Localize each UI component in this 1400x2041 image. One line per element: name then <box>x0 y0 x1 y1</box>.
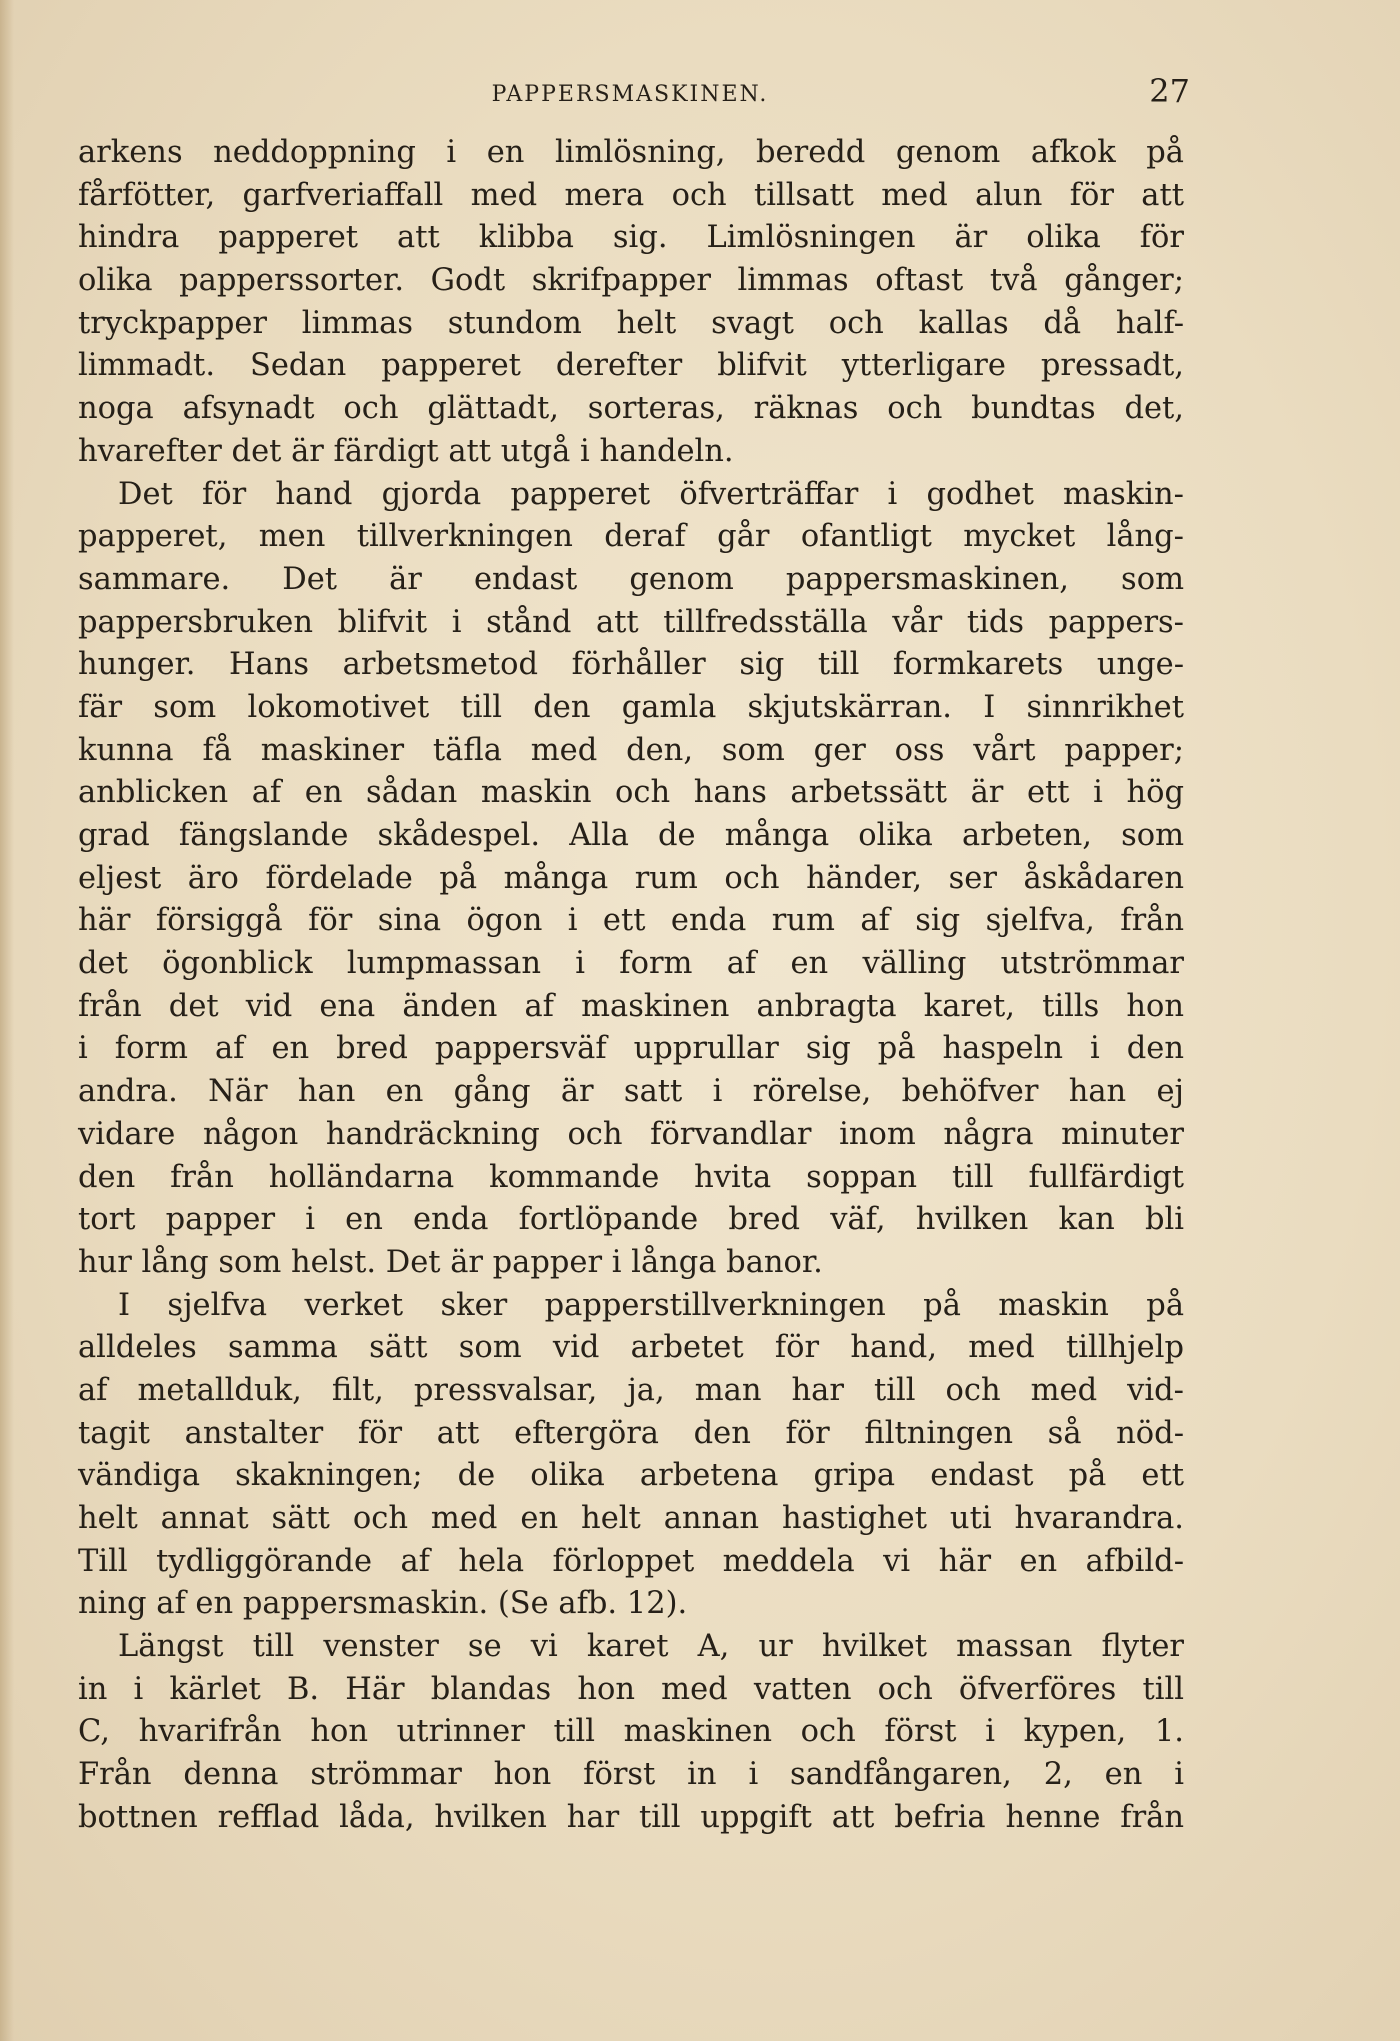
text-line: Längst till venster se vi karet A, ur hvilket massan flyter <box>118 1629 1184 1665</box>
text-line: fårfötter, garfveriaffall med mera och tillsatt med alun för att <box>78 177 1184 213</box>
text-line: den från holländarna kommande hvita soppan till fullfärdigt <box>78 1159 1184 1195</box>
text-line: pappersbruken blifvit i stånd att tillfredsställa vår tids pappers- <box>78 604 1184 640</box>
text-line: hvarefter det är färdigt att utgå i handeln. <box>78 433 734 469</box>
text-line: limmadt. Sedan papperet derefter blifvit ytterligare pressadt, <box>78 348 1184 384</box>
text-line: helt annat sätt och med en helt annan hastighet uti hvarandra. <box>78 1501 1184 1536</box>
text-line: Från denna strömmar hon först in i sandfångaren, 2, en i <box>78 1757 1184 1793</box>
text-line: grad fängslande skådespel. Alla de många olika arbeten, som <box>78 818 1184 853</box>
text-line: anblicken af en sådan maskin och hans arbetssätt är ett i hög <box>78 775 1184 811</box>
body-text <box>78 132 1184 1840</box>
text-line: kunna få maskiner täfla med den, som ger oss vårt papper; <box>78 732 1184 768</box>
text-line: från det vid ena änden af maskinen anbragta karet, tills hon <box>78 988 1184 1024</box>
text-line: hur lång som helst. Det är papper i långa banor. <box>78 1244 823 1280</box>
text-line: C, hvarifrån hon utrinner till maskinen och först i kypen, 1. <box>78 1714 1184 1750</box>
text-line: vidare någon handräckning och förvandlar inom några minuter <box>78 1116 1184 1152</box>
text-line: alldeles samma sätt som vid arbetet för hand, med tillhjelp <box>78 1330 1184 1366</box>
text-line: hindra papperet att klibba sig. Limlösningen är olika för <box>78 220 1184 256</box>
text-line: tryckpapper limmas stundom helt svagt och kallas då half- <box>78 305 1184 341</box>
text-line: eljest äro fördelade på många rum och händer, ser åskådaren <box>78 860 1184 896</box>
text-line: I sjelfva verket sker papperstillverkningen på maskin på <box>118 1287 1184 1323</box>
text-line: Till tydliggörande af hela förloppet meddela vi här en afbild- <box>78 1543 1184 1579</box>
text-line: olika papperssorter. Godt skrifpapper limmas oftast två gånger; <box>78 263 1184 299</box>
running-title: PAPPERSMASKINEN. <box>491 82 769 107</box>
text-line: af metallduk, filt, pressvalsar, ja, man har till och med vid- <box>78 1372 1184 1408</box>
page-header <box>75 72 1190 122</box>
text-line: Det för hand gjorda papperet öfverträffar i godhet maskin- <box>118 476 1184 512</box>
text-line: in i kärlet B. Här blandas hon med vatten och öfverföres till <box>78 1671 1184 1707</box>
text-line: papperet, men tillverkningen deraf går ofantligt mycket lång- <box>78 519 1184 555</box>
text-line: det ögonblick lumpmassan i form af en välling utströmmar <box>78 946 1184 982</box>
text-line: fär som lokomotivet till den gamla skjutskärran. I sinnrikhet <box>78 689 1184 725</box>
text-line: i form af en bred pappersväf upprullar sig på haspeln i den <box>78 1031 1184 1067</box>
text-line: vändiga skakningen; de olika arbetena gripa endast på ett <box>78 1458 1184 1494</box>
text-line: ning af en pappersmaskin. (Se afb. 12). <box>78 1586 688 1622</box>
text-line: tagit anstalter för att eftergöra den för filtningen så nöd- <box>78 1415 1184 1451</box>
text-line: bottnen refflad låda, hvilken har till uppgift att befria henne från <box>78 1799 1184 1835</box>
page-edge-shadow <box>0 0 14 2041</box>
page-number: 27 <box>1149 72 1190 110</box>
text-line: sammare. Det är endast genom pappersmaskinen, som <box>78 561 1184 597</box>
text-line: tort papper i en enda fortlöpande bred väf, hvilken kan bli <box>78 1202 1184 1238</box>
text-line: noga afsynadt och glättadt, sorteras, räknas och bundtas det, <box>78 391 1184 427</box>
text-line: arkens neddoppning i en limlösning, beredd genom afkok på <box>78 135 1184 170</box>
text-line: andra. När han en gång är satt i rörelse, behöfver han ej <box>78 1074 1184 1110</box>
text-line: hunger. Hans arbetsmetod förhåller sig till formkarets unge- <box>78 647 1184 683</box>
text-line: här försiggå för sina ögon i ett enda rum af sig sjelfva, från <box>78 903 1184 939</box>
